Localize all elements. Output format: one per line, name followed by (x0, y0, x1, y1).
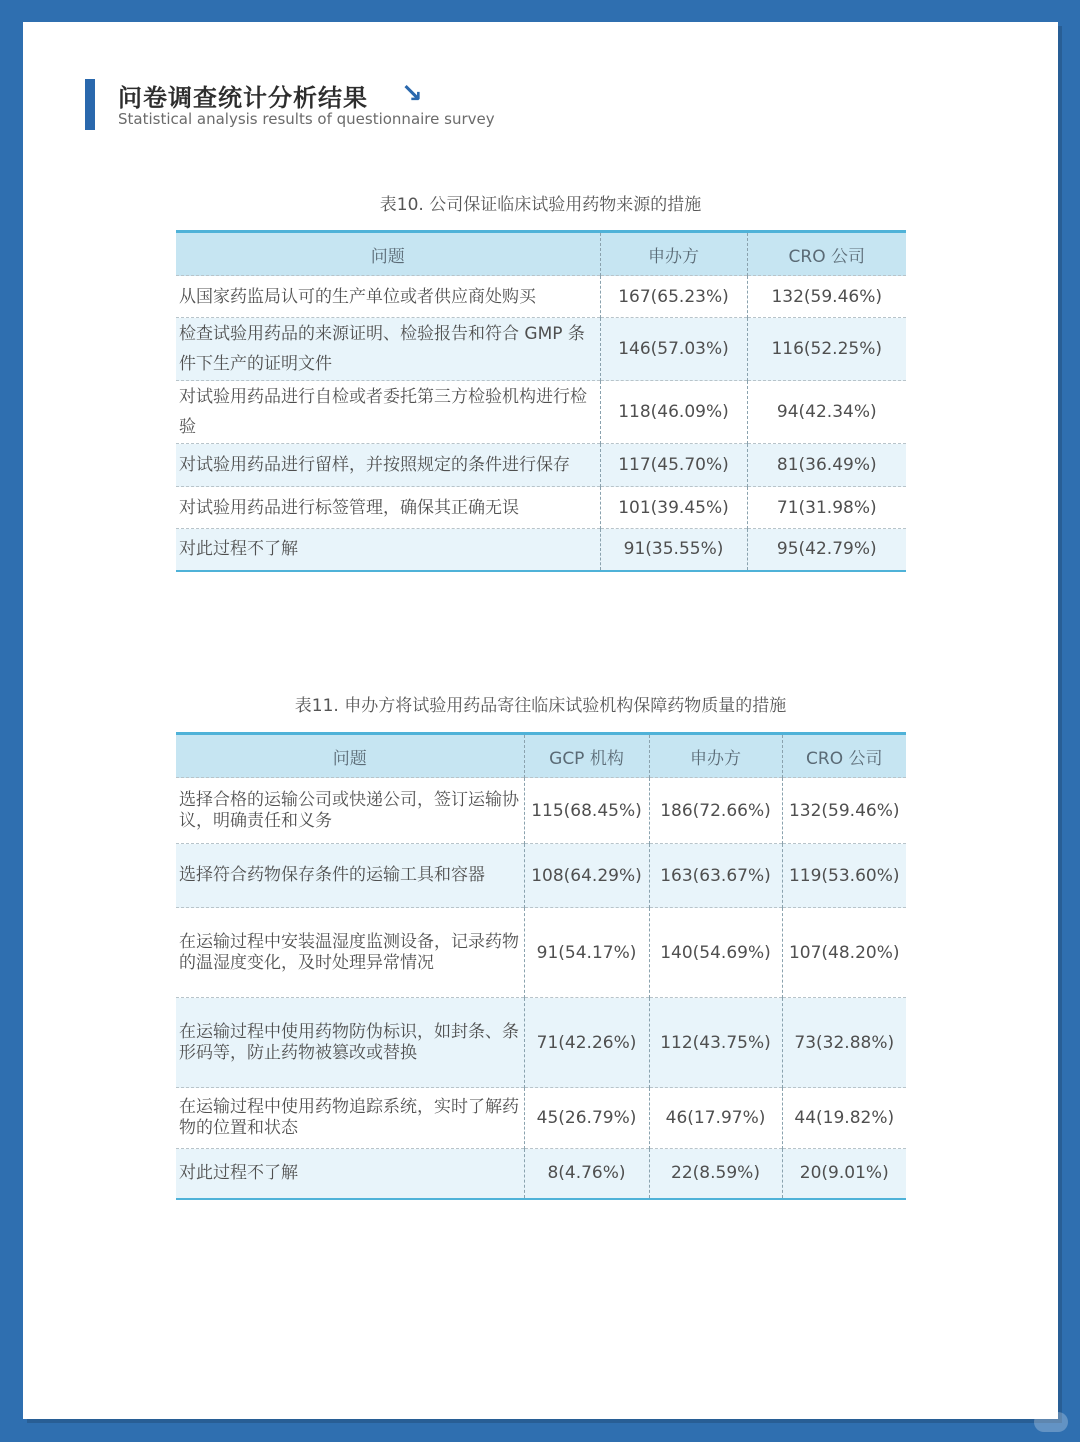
value-cell: 112(43.75%) (649, 998, 782, 1088)
arrow-down-right-icon: ↘ (401, 79, 423, 109)
value-cell: 107(48.20%) (782, 908, 906, 998)
value-cell: 8(4.76%) (524, 1149, 649, 1199)
column-header: 问题 (176, 232, 600, 276)
column-header: CRO 公司 (782, 734, 906, 778)
question-cell: 选择符合药物保存条件的运输工具和容器 (176, 844, 524, 908)
value-cell: 132(59.46%) (747, 276, 906, 318)
value-cell: 119(53.60%) (782, 844, 906, 908)
column-header: CRO 公司 (747, 232, 906, 276)
table-row (176, 1088, 906, 1149)
table-row (176, 1149, 906, 1199)
column-header: 申办方 (600, 232, 747, 276)
column-header: 问题 (176, 734, 524, 778)
document-page (23, 22, 1058, 1419)
table-row (176, 487, 906, 529)
question-cell: 从国家药监局认可的生产单位或者供应商处购买 (176, 276, 600, 318)
question-cell: 在运输过程中使用药物追踪系统，实时了解药物的位置和状态 (176, 1088, 524, 1149)
column-header: 申办方 (649, 734, 782, 778)
question-cell: 对此过程不了解 (176, 1149, 524, 1199)
page-title: 问卷调查统计分析结果 (118, 84, 368, 112)
table-row (176, 844, 906, 908)
value-cell: 186(72.66%) (649, 778, 782, 844)
question-cell: 选择合格的运输公司或快递公司，签订运输协议，明确责任和义务 (176, 778, 524, 844)
table-header-row (176, 232, 906, 276)
table-row (176, 529, 906, 571)
table11-caption: 表11. 申办方将试验用药品寄往临床试验机构保障药物质量的措施 (294, 696, 787, 716)
header-accent-bar (85, 79, 95, 130)
value-cell: 146(57.03%) (600, 318, 747, 381)
table-row (176, 908, 906, 998)
value-cell: 20(9.01%) (782, 1149, 906, 1199)
value-cell: 73(32.88%) (782, 998, 906, 1088)
value-cell: 91(35.55%) (600, 529, 747, 571)
value-cell: 71(31.98%) (747, 487, 906, 529)
table-row (176, 998, 906, 1088)
question-cell: 对试验用药品进行自检或者委托第三方检验机构进行检验 (176, 381, 600, 444)
table-row (176, 318, 906, 381)
table-row (176, 381, 906, 444)
question-cell: 在运输过程中使用药物防伪标识，如封条、条形码等，防止药物被篡改或替换 (176, 998, 524, 1088)
value-cell: 44(19.82%) (782, 1088, 906, 1149)
value-cell: 167(65.23%) (600, 276, 747, 318)
column-header: GCP 机构 (524, 734, 649, 778)
value-cell: 45(26.79%) (524, 1088, 649, 1149)
value-cell: 117(45.70%) (600, 444, 747, 487)
question-cell: 对试验用药品进行留样，并按照规定的条件进行保存 (176, 444, 600, 487)
table-row (176, 778, 906, 844)
question-cell: 对试验用药品进行标签管理，确保其正确无误 (176, 487, 600, 529)
value-cell: 108(64.29%) (524, 844, 649, 908)
question-cell: 检查试验用药品的来源证明、检验报告和符合 GMP 条件下生产的证明文件 (176, 318, 600, 381)
table-row (176, 276, 906, 318)
value-cell: 71(42.26%) (524, 998, 649, 1088)
value-cell: 81(36.49%) (747, 444, 906, 487)
value-cell: 22(8.59%) (649, 1149, 782, 1199)
value-cell: 140(54.69%) (649, 908, 782, 998)
value-cell: 101(39.45%) (600, 487, 747, 529)
table10-caption: 表10. 公司保证临床试验用药物来源的措施 (379, 195, 702, 215)
value-cell: 132(59.46%) (782, 778, 906, 844)
table11 (176, 732, 906, 1200)
value-cell: 118(46.09%) (600, 381, 747, 444)
value-cell: 94(42.34%) (747, 381, 906, 444)
page-subtitle: Statistical analysis results of questionnaire survey (118, 110, 495, 128)
value-cell: 163(63.67%) (649, 844, 782, 908)
watermark-badge (1034, 1412, 1068, 1432)
value-cell: 46(17.97%) (649, 1088, 782, 1149)
value-cell: 115(68.45%) (524, 778, 649, 844)
table-row (176, 444, 906, 487)
value-cell: 91(54.17%) (524, 908, 649, 998)
value-cell: 95(42.79%) (747, 529, 906, 571)
table-header-row (176, 734, 906, 778)
table10 (176, 230, 906, 572)
question-cell: 在运输过程中安装温湿度监测设备，记录药物的温湿度变化，及时处理异常情况 (176, 908, 524, 998)
value-cell: 116(52.25%) (747, 318, 906, 381)
question-cell: 对此过程不了解 (176, 529, 600, 571)
